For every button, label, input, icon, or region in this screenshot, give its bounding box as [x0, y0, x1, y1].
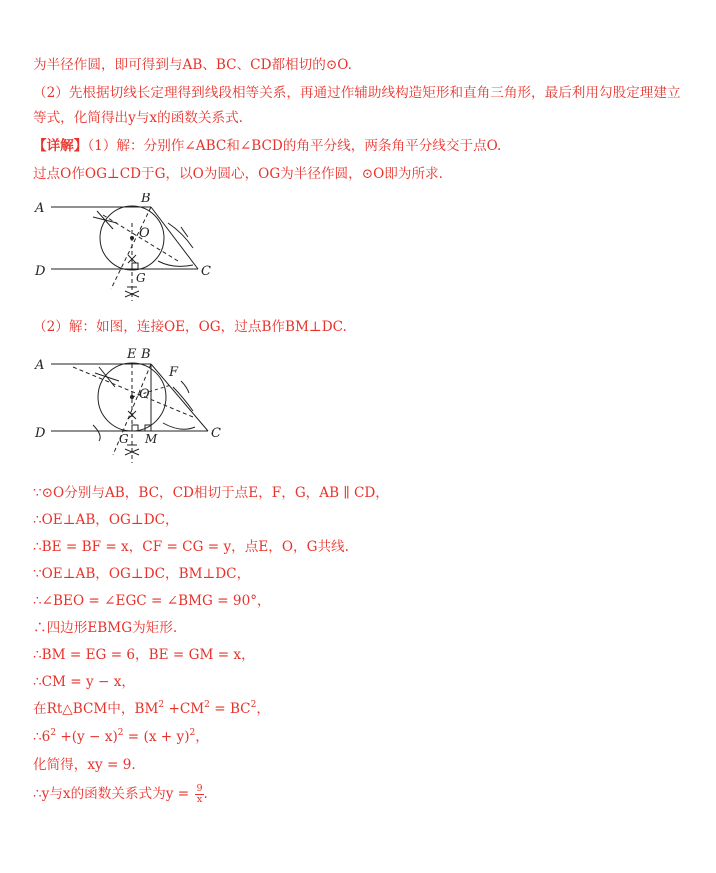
detail-label: 【详解】	[33, 138, 88, 154]
step-1: ∵⊙O分别与AB，BC，CD相切于点E，F，G，AB ∥ CD，	[33, 485, 389, 501]
intro-line-1: 为半径作圆，即可得到与AB、BC、CD都相切的⊙O.	[33, 57, 352, 73]
label-c: C	[201, 264, 211, 279]
detail-part1-text: （1）解：分别作∠ABC和∠BCD的角平分线，两条角平分线交于点O.	[87, 138, 502, 154]
arc-2	[163, 423, 195, 429]
step-9: 在Rt△BCM中，$BM^2 +CM^2 = BC^2$，	[33, 700, 270, 717]
label-d: D	[35, 264, 46, 279]
label-o: O	[139, 387, 150, 402]
label-g: G	[136, 271, 146, 285]
label-b: B	[141, 347, 151, 362]
step-3: ∴BE = BF = x，CF = CG = y，点E，O，G共线.	[33, 539, 349, 555]
step-12: ∴y与x的函数关系式为y = $\frac{9}{x}$ .	[33, 783, 208, 805]
detail-part1	[33, 136, 694, 156]
step-5: ∴∠BEO = ∠EGC = ∠BMG = 90°，	[33, 593, 271, 609]
fraction-9-over-x: $\frac{9}{x}$	[196, 783, 203, 805]
label-b: B	[141, 193, 151, 206]
arc-2	[158, 261, 193, 266]
label-e: E	[127, 347, 137, 362]
arc-1	[168, 223, 193, 248]
intro-line-2: （2）先根据切线长定理得到线段相等关系，再通过作辅助线构造矩形和直角三角形，最后利用勾股定理建立等式，化简得出y与x的函数关系式.	[33, 85, 681, 126]
line-bc	[151, 364, 208, 431]
label-a: A	[35, 358, 45, 373]
figure-2	[33, 345, 233, 465]
line-bc	[151, 207, 198, 269]
center-dot	[130, 236, 134, 240]
figure-1	[33, 193, 233, 308]
step-2: ∴OE⊥AB，OG⊥DC，	[33, 512, 179, 528]
step-7: ∴BM = EG = 6，BE = GM = x，	[33, 647, 255, 663]
label-m: M	[145, 432, 158, 446]
label-d: D	[35, 426, 46, 441]
label-g: G	[119, 432, 129, 446]
label-c: C	[211, 426, 221, 441]
detail-part1b: 过点O作OG⊥CD于G，以O为圆心，OG为半径作圆，⊙O即为所求.	[33, 166, 443, 182]
step-10: $\therefore 6^2 +(y - x)^2 = (x + y)^2$，	[33, 728, 209, 745]
step-4: ∵OE⊥AB，OG⊥DC，BM⊥DC，	[33, 566, 251, 582]
label-a: A	[35, 201, 45, 216]
center-dot	[130, 395, 134, 399]
arc-1	[173, 387, 193, 411]
step-11: 化简得，xy = 9.	[33, 757, 136, 773]
label-f: F	[169, 365, 179, 380]
step-6: ∴四边形EBMG为矩形.	[33, 620, 178, 636]
step-8: ∴CM = y − x，	[33, 674, 135, 690]
part2-intro: （2）解：如图，连接OE，OG，过点B作BM⊥DC.	[33, 319, 347, 335]
label-o: O	[139, 226, 150, 241]
